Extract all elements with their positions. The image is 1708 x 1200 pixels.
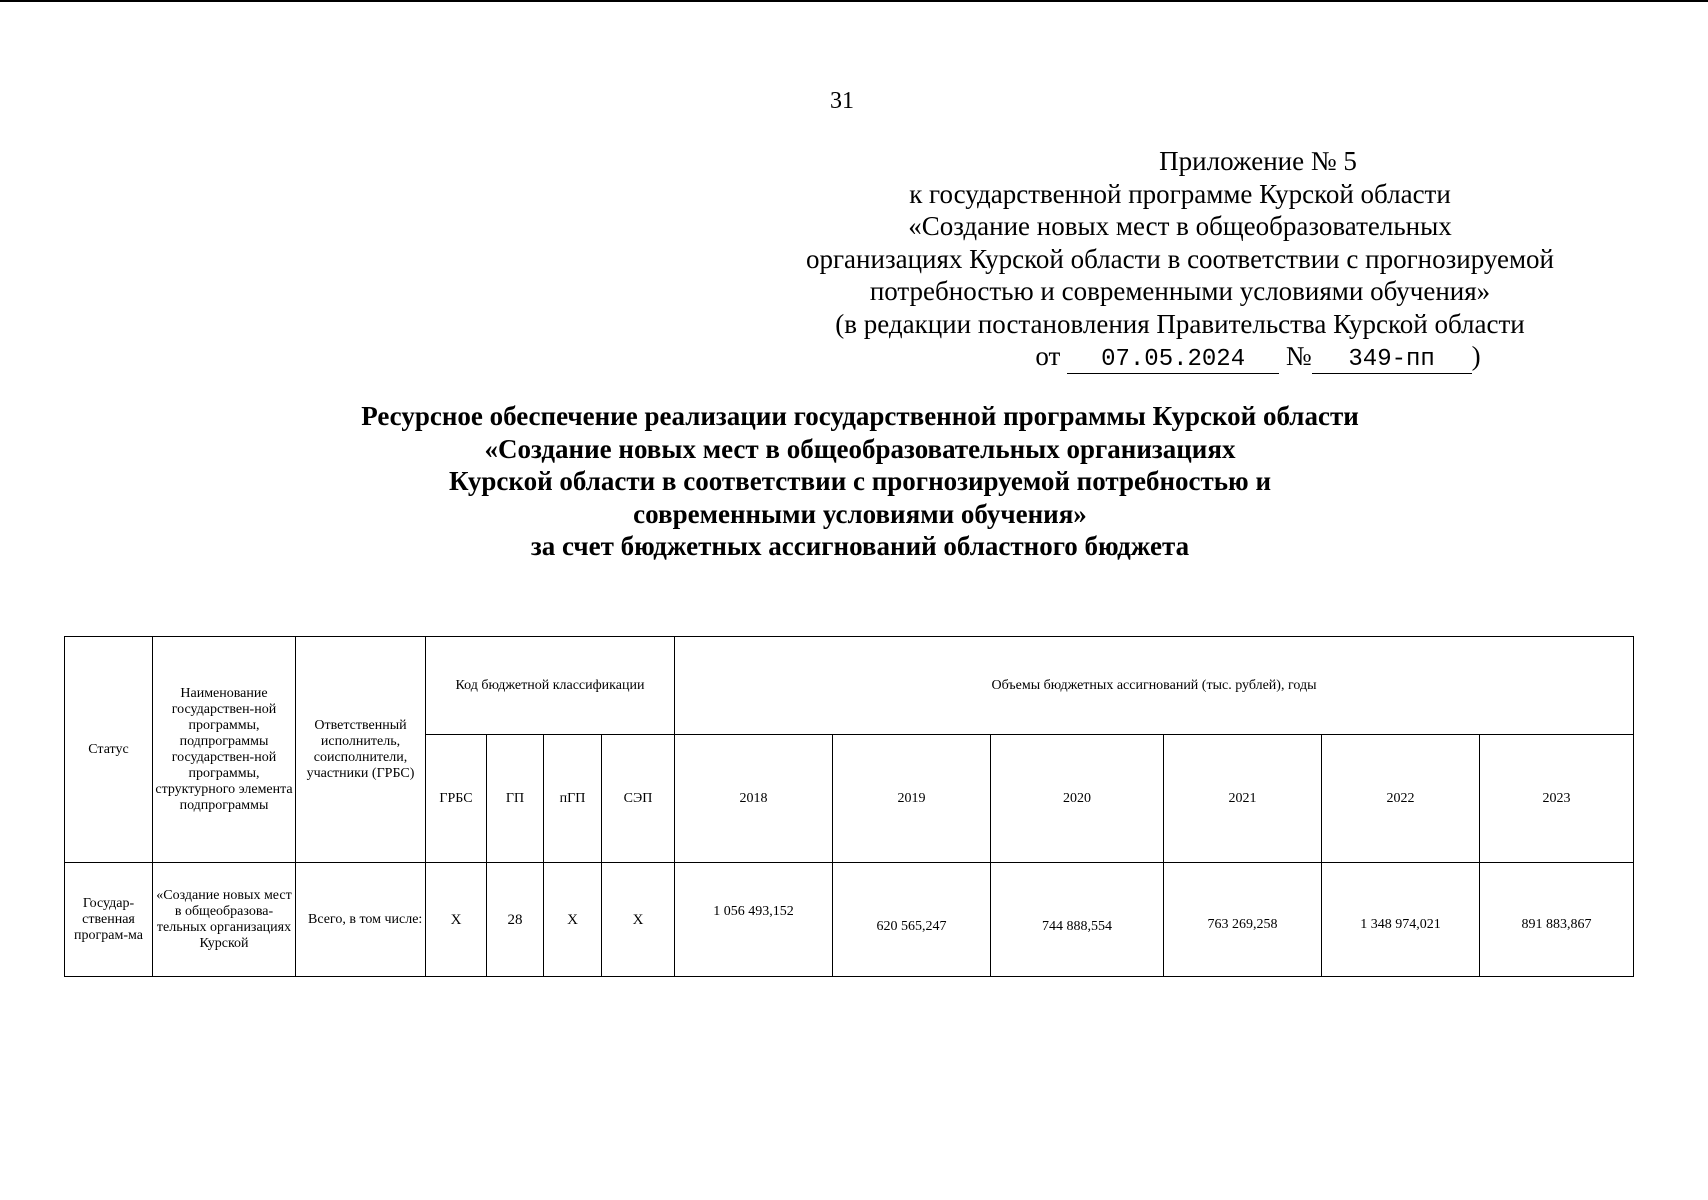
- appendix-line: организациях Курской области в соответствии с прогнозируемой: [805, 243, 1555, 274]
- title-line: Курской области в соответствии с прогнозируемой потребностью и: [448, 466, 1271, 496]
- cell-executor: Всего, в том числе:: [296, 863, 426, 977]
- cell-code-pgp: Х: [544, 863, 602, 977]
- header-grbs: ГРБС: [426, 735, 487, 863]
- appendix-date-line: [778, 340, 1708, 374]
- header-pgp: пГП: [544, 735, 602, 863]
- header-name: Наименование государствен-ной программы, подпрограммы государствен-ной программы, структурного элемента подпрограммы: [153, 637, 296, 863]
- header-year: 2023: [1480, 735, 1634, 863]
- title-line: за счет бюджетных ассигнований областного бюджета: [530, 531, 1190, 561]
- date-prefix: от: [1035, 341, 1061, 371]
- cell-code-grbs: Х: [426, 863, 487, 977]
- header-classification-group: Код бюджетной классификации: [426, 637, 675, 735]
- cell-value-2018: 1 056 493,152: [675, 863, 833, 977]
- title-line: современными условиями обучения»: [633, 498, 1087, 529]
- cell-name: «Создание новых мест в общеобразова-тельных организациях Курской: [153, 863, 296, 977]
- cell-value-2019: 620 565,247: [833, 863, 991, 977]
- appendix-line: к государственной программе Курской области: [909, 178, 1451, 209]
- date-field: 07.05.2024: [1067, 347, 1279, 374]
- appendix-line: Приложение № 5: [1159, 146, 1357, 176]
- header-year: 2019: [833, 735, 991, 863]
- header-year: 2020: [991, 735, 1164, 863]
- appendix-line: потребностью и современными условиями обучения»: [869, 276, 1491, 306]
- header-year: 2022: [1322, 735, 1480, 863]
- page-number: 31: [830, 88, 854, 114]
- cell-value-2022: 1 348 974,021: [1322, 863, 1480, 977]
- header-executor: Ответственный исполнитель, соисполнители, участники (ГРБС): [296, 637, 426, 863]
- budget-table: [64, 636, 1634, 977]
- appendix-line: (в редакции постановления Правительства Курской области: [835, 308, 1525, 339]
- header-year: 2018: [675, 735, 833, 863]
- number-prefix: №: [1285, 341, 1312, 371]
- cell-value-2020: 744 888,554: [991, 863, 1164, 977]
- header-status: Статус: [65, 637, 153, 863]
- cell-status: Государ-ственная програм-ма: [65, 863, 153, 977]
- cell-code-sep: Х: [602, 863, 675, 977]
- cell-value-2023: 891 883,867: [1480, 863, 1634, 977]
- title-line: «Создание новых мест в общеобразовательных организациях: [484, 433, 1236, 464]
- appendix-line: «Создание новых мест в общеобразовательных: [908, 211, 1452, 241]
- header-gp: ГП: [487, 735, 544, 863]
- cell-code-gp: 28: [487, 863, 544, 977]
- document-title: [280, 400, 1440, 563]
- cell-value-2021: 763 269,258: [1164, 863, 1322, 977]
- header-volumes-group: Объемы бюджетных ассигнований (тыс. рублей), годы: [675, 637, 1634, 735]
- appendix-block: [700, 145, 1660, 374]
- header-sep: СЭП: [602, 735, 675, 863]
- scan-top-edge: [0, 0, 1708, 2]
- number-field: 349-пп: [1312, 347, 1472, 374]
- title-line: Ресурсное обеспечение реализации государственной программы Курской области: [361, 401, 1359, 431]
- table-row: [65, 863, 1634, 977]
- closing-paren: ): [1471, 341, 1481, 371]
- header-year: 2021: [1164, 735, 1322, 863]
